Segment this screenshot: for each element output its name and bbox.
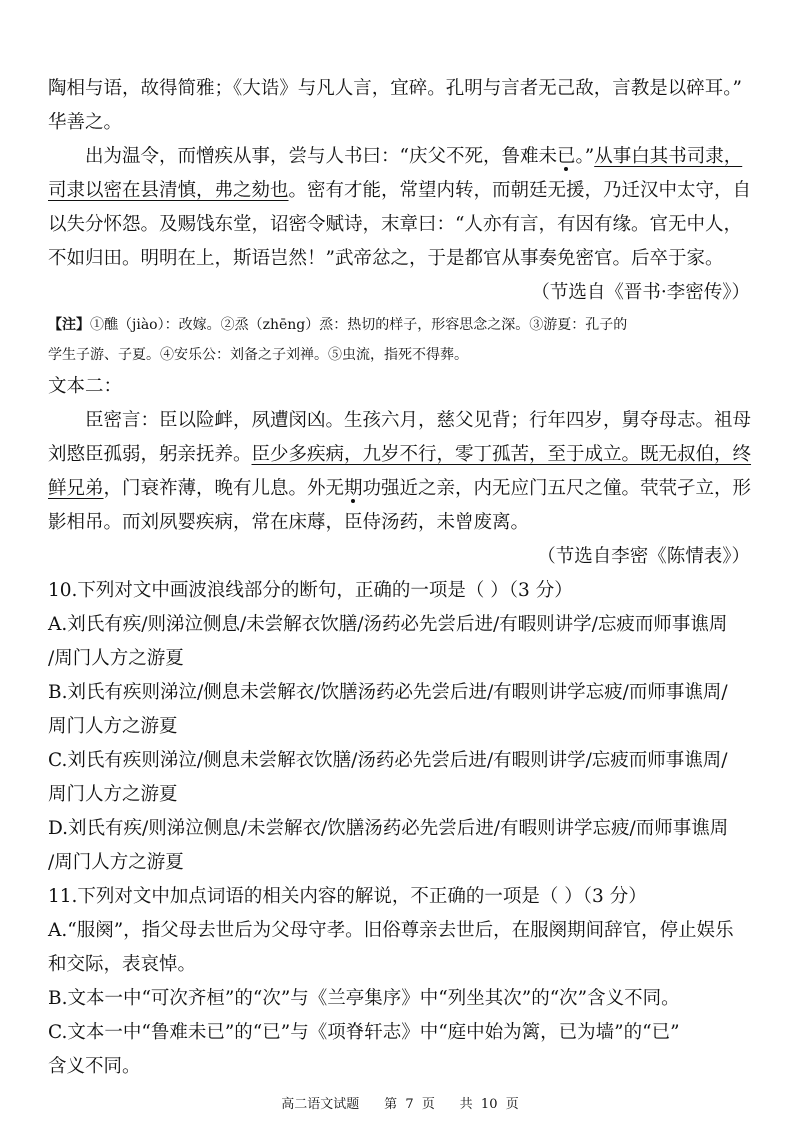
text-run: 。密有才能，常望内转，而朝廷无援，乃迁汉中太守，自	[288, 180, 752, 201]
text-run: 功强近之亲，内无应门五尺之僮。茕茕孑立，形	[362, 478, 752, 499]
note-line	[48, 310, 764, 340]
passage-line: 不如归田。明明在上，斯语岂然！”武帝忿之，于是都官从事奏免密官。后卒于家。	[48, 248, 724, 269]
footer-total-pages: 共 10 页	[459, 1097, 519, 1112]
option-c-continued: 含义不同。	[48, 1056, 141, 1077]
option-b-continued: 周门人方之游夏	[48, 716, 178, 737]
option-c: C.刘氏有疾则涕泣/侧息未尝解衣饮膳/汤药必先尝后进/有暇则讲学/忘疲而师事谯周/	[48, 750, 728, 771]
question-stem: 11.下列对文中加点词语的相关内容的解说，不正确的一项是（ ）（3 分）	[48, 886, 647, 907]
option-b: B.刘氏有疾则涕泣/侧息未尝解衣/饮膳汤药必先尝后进/有暇则讲学忘疲/而师事谯周/	[48, 682, 728, 703]
text-run: 刘愍臣孤弱，躬亲抚养。	[48, 444, 252, 465]
option-a: A.刘氏有疾/则涕泣侧息/未尝解衣饮膳/汤药必先尝后进/有暇则讲学/忘疲而师事谯周	[48, 614, 728, 635]
passage-line: 陶相与语，故得简雅；《大诰》与凡人言，宜碎。孔明与言者无己敌，言教是以碎耳。”	[48, 78, 742, 99]
passage-line: 华善之。	[48, 112, 123, 133]
option-b: B.文本一中“可次齐桓”的“次”与《兰亭集序》中“列坐其次”的“次”含义不同。	[48, 988, 680, 1009]
exam-page	[48, 72, 764, 1084]
dotted-char: 期	[344, 478, 363, 499]
source-citation: （节选自《晋书·李密传》）	[531, 282, 750, 303]
passage-line	[48, 140, 764, 174]
passage-line: 影相吊。而刘夙婴疾病，常在床蓐，臣侍汤药，未曾废离。	[48, 512, 530, 533]
option-d-continued: /周门人方之游夏	[48, 852, 184, 873]
wavy-underlined-text: 司隶以密在县清慎，弗之劾也	[48, 180, 289, 201]
option-a: A.“服阕”，指父母去世后为父母守孝。旧俗尊亲去世后，在服阕期间辞官，停止娱乐	[48, 920, 734, 941]
passage-line	[48, 472, 764, 506]
section-header: 文本二：	[48, 376, 123, 397]
option-c-continued: 周门人方之游夏	[48, 784, 178, 805]
passage-one	[48, 72, 764, 310]
dotted-char: 已	[556, 146, 576, 167]
option-c: C.文本一中“鲁难未已”的“已”与《项脊轩志》中“庭中始为篱，已为墙”的“已”	[48, 1022, 680, 1043]
note-label: 【注】	[48, 317, 90, 333]
note-line: 学生子游、子夏。④安乐公：刘备之子刘禅。⑤虫流，指死不得葬。	[48, 347, 468, 363]
text-run: ①醮（jiào）：改嫁。②烝（zhēng）烝：热切的样子，形容思念之深。③游夏：孔子的	[90, 317, 628, 333]
footer-subject: 高二语文试题	[281, 1097, 360, 1112]
option-d: D.刘氏有疾/则涕泣侧息/未尝解衣/饮膳汤药必先尝后进/有暇则讲学忘疲/而师事谯周	[48, 818, 729, 839]
text-run: ，门衰祚薄，晚有儿息。外无	[103, 478, 345, 499]
passage-line	[48, 438, 764, 472]
passage-line: 臣密言：臣以险衅，夙遭闵凶。生孩六月，慈父见背；行年四岁，舅夺母志。祖母	[85, 410, 752, 431]
option-a-continued: 和交际，表哀悼。	[48, 954, 197, 975]
annotation-notes	[48, 310, 764, 370]
passage-line: 以失分怀怨。及赐饯东堂，诏密令赋诗，末章曰：“人亦有言，有因有缘。官无中人，	[48, 214, 742, 235]
text-run: 。”	[575, 146, 595, 167]
question-11	[48, 880, 764, 1084]
page-footer	[0, 1093, 800, 1112]
passage-line	[48, 174, 764, 208]
option-a-continued: /周门人方之游夏	[48, 648, 184, 669]
question-10	[48, 574, 764, 880]
underlined-text: 臣少多疾病，九岁不行，零丁孤苦，至于成立。既无叔伯，终	[251, 444, 752, 465]
footer-page-number: 第 7 页	[384, 1097, 435, 1112]
wavy-underlined-text: 从事白其书司隶，	[594, 146, 743, 167]
underlined-text: 鲜兄弟	[48, 478, 104, 499]
passage-two	[48, 370, 764, 574]
question-stem: 10.下列对文中画波浪线部分的断句，正确的一项是（ ）（3 分）	[48, 580, 573, 601]
text-run: 出为温令，而憎疾从事，尝与人书曰：“庆父不死，鲁难未	[85, 146, 557, 167]
source-citation: （节选自李密《陈情表》）	[537, 546, 750, 567]
